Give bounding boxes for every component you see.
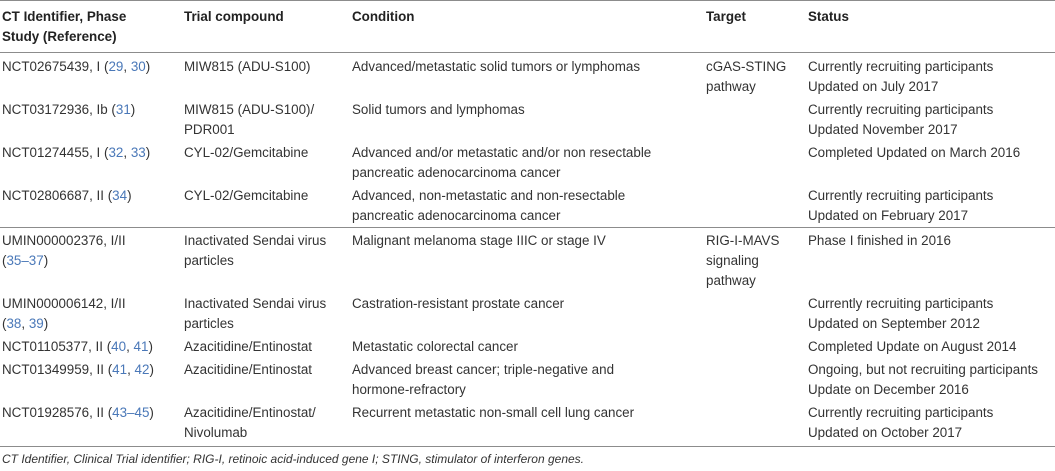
cell-trial-compound xyxy=(184,358,352,401)
cell-status-line: Currently recruiting participants xyxy=(808,102,994,117)
cell-trial-compound xyxy=(184,228,352,293)
cell-condition xyxy=(352,184,706,228)
cell-trial-compound xyxy=(184,98,352,141)
header-ct-identifier xyxy=(0,1,184,53)
reference-link[interactable]: 38 xyxy=(6,316,22,331)
cell-status-line: Completed Updated on March 2016 xyxy=(808,145,1021,160)
header-text: Condition xyxy=(352,9,415,24)
cell-trial-compound-line: particles xyxy=(184,316,234,331)
identifier-text: ) xyxy=(43,316,49,331)
identifier-text: UMIN000006142, I/II xyxy=(2,296,126,311)
cell-condition-line: Metastatic colorectal cancer xyxy=(352,339,518,354)
cell-ct-identifier xyxy=(0,53,184,99)
identifier-text: NCT01105377, II ( xyxy=(2,339,112,354)
identifier-text: NCT01928576, II ( xyxy=(2,405,113,420)
cell-trial-compound xyxy=(184,401,352,447)
cell-condition xyxy=(352,98,706,141)
cell-target-line: signaling xyxy=(706,253,759,268)
cell-condition xyxy=(352,53,706,99)
cell-ct-identifier xyxy=(0,358,184,401)
cell-condition-line: Castration-resistant prostate cancer xyxy=(352,296,565,311)
cell-trial-compound-line: Nivolumab xyxy=(184,425,248,440)
cell-status xyxy=(808,184,1055,228)
cell-ct-identifier xyxy=(0,401,184,447)
identifier-text: , xyxy=(126,339,134,354)
cell-trial-compound xyxy=(184,335,352,358)
identifier-text: ) xyxy=(145,59,151,74)
identifier-line xyxy=(2,337,184,357)
cell-condition-line: pancreatic adenocarcinoma cancer xyxy=(352,165,561,180)
cell-status xyxy=(808,358,1055,401)
identifier-text: ) xyxy=(149,405,154,420)
cell-status-line: Update on December 2016 xyxy=(808,382,969,397)
cell-condition xyxy=(352,335,706,358)
cell-condition-line: pancreatic adenocarcinoma cancer xyxy=(352,208,561,223)
reference-link[interactable]: 41 xyxy=(112,362,128,377)
cell-ct-identifier xyxy=(0,335,184,358)
reference-link[interactable]: 40 xyxy=(111,339,127,354)
cell-condition-line: Advanced, non-metastatic and non-resectable xyxy=(352,188,626,203)
cell-condition-line: Advanced breast cancer; triple-negative and xyxy=(352,362,615,377)
cell-status xyxy=(808,98,1055,141)
cell-condition-line: Recurrent metastatic non-small cell lung cancer xyxy=(352,405,635,420)
identifier-line xyxy=(2,403,184,423)
cell-condition-line: Advanced/metastatic solid tumors or lymphomas xyxy=(352,59,641,74)
identifier-line xyxy=(2,294,184,314)
identifier-text: , xyxy=(21,316,29,331)
identifier-text: ( xyxy=(2,253,7,268)
header-status xyxy=(808,1,1055,53)
cell-condition xyxy=(352,141,706,184)
table-row xyxy=(0,141,1055,184)
cell-status xyxy=(808,292,1055,335)
identifier-line xyxy=(2,251,184,271)
cell-ct-identifier xyxy=(0,292,184,335)
header-text: Trial compound xyxy=(184,9,284,24)
reference-link[interactable]: 33 xyxy=(130,145,146,160)
cell-ct-identifier xyxy=(0,98,184,141)
table-row xyxy=(0,228,1055,293)
cell-ct-identifier xyxy=(0,228,184,293)
cell-ct-identifier xyxy=(0,141,184,184)
cell-target-line: cGAS-STING xyxy=(706,59,787,74)
cell-ct-identifier xyxy=(0,184,184,228)
cell-condition-line: Advanced and/or metastatic and/or non resectable xyxy=(352,145,652,160)
header-text: CT Identifier, Phase xyxy=(2,9,127,24)
cell-status-line: Currently recruiting participants xyxy=(808,188,994,203)
reference-link[interactable]: 31 xyxy=(115,102,131,117)
identifier-line xyxy=(2,186,184,206)
identifier-text: ) xyxy=(145,145,151,160)
cell-status-line: Currently recruiting participants xyxy=(808,296,994,311)
reference-link[interactable]: 30 xyxy=(130,59,146,74)
identifier-text: ( xyxy=(2,316,7,331)
cell-trial-compound-line: Inactivated Sendai virus xyxy=(184,296,327,311)
cell-trial-compound-line: CYL-02/Gemcitabine xyxy=(184,188,309,203)
identifier-text: ) xyxy=(149,362,154,377)
cell-trial-compound xyxy=(184,292,352,335)
cell-target xyxy=(706,335,808,358)
identifier-text: NCT01349959, II ( xyxy=(2,362,113,377)
identifier-text: NCT01274455, I ( xyxy=(2,145,109,160)
reference-link[interactable]: 35–37 xyxy=(6,253,44,268)
table-row xyxy=(0,292,1055,335)
identifier-text: ) xyxy=(130,102,136,117)
cell-trial-compound-line: Azacitidine/Entinostat xyxy=(184,339,313,354)
cell-status-line: Updated on February 2017 xyxy=(808,208,969,223)
cell-condition-line: Malignant melanoma stage IIIC or stage IV xyxy=(352,233,606,248)
cell-target-line: pathway xyxy=(706,273,756,288)
cell-condition xyxy=(352,292,706,335)
reference-link[interactable]: 29 xyxy=(108,59,124,74)
cell-status xyxy=(808,53,1055,99)
table-body xyxy=(0,53,1055,447)
cell-trial-compound-line: CYL-02/Gemcitabine xyxy=(184,145,309,160)
identifier-line xyxy=(2,100,184,120)
identifier-text: NCT02806687, II ( xyxy=(2,188,113,203)
table-row xyxy=(0,335,1055,358)
identifier-line xyxy=(2,231,184,251)
reference-link[interactable]: 43–45 xyxy=(112,405,150,420)
cell-status-line: Currently recruiting participants xyxy=(808,59,994,74)
reference-link[interactable]: 34 xyxy=(112,188,128,203)
header-target xyxy=(706,1,808,53)
table-row xyxy=(0,358,1055,401)
cell-target xyxy=(706,53,808,99)
cell-trial-compound xyxy=(184,53,352,99)
header-row xyxy=(0,1,1055,53)
cell-target xyxy=(706,358,808,401)
header-condition xyxy=(352,1,706,53)
header-text: Study (Reference) xyxy=(2,29,117,44)
table-row xyxy=(0,401,1055,447)
cell-condition xyxy=(352,401,706,447)
identifier-text: NCT02675439, I ( xyxy=(2,59,109,74)
cell-status-line: Phase I finished in 2016 xyxy=(808,233,951,248)
cell-status xyxy=(808,141,1055,184)
cell-status-line: Updated November 2017 xyxy=(808,122,958,137)
table-row xyxy=(0,53,1055,99)
cell-status-line: Currently recruiting participants xyxy=(808,405,994,420)
cell-target xyxy=(706,141,808,184)
identifier-line xyxy=(2,57,184,77)
cell-trial-compound-line: Azacitidine/Entinostat xyxy=(184,362,313,377)
cell-trial-compound-line: MIW815 (ADU-S100) xyxy=(184,59,311,74)
cell-trial-compound-line: particles xyxy=(184,253,234,268)
cell-target xyxy=(706,184,808,228)
identifier-text: , xyxy=(127,362,135,377)
cell-trial-compound-line: Inactivated Sendai virus xyxy=(184,233,327,248)
identifier-text: UMIN000002376, I/II xyxy=(2,233,126,248)
cell-condition xyxy=(352,358,706,401)
cell-target xyxy=(706,292,808,335)
cell-condition-line: Solid tumors and lymphomas xyxy=(352,102,525,117)
identifier-text: , xyxy=(123,59,131,74)
identifier-text: , xyxy=(123,145,131,160)
identifier-line xyxy=(2,314,184,334)
cell-target xyxy=(706,401,808,447)
cell-condition xyxy=(352,228,706,293)
identifier-line xyxy=(2,143,184,163)
cell-trial-compound-line: MIW815 (ADU-S100)/ xyxy=(184,102,315,117)
identifier-text: ) xyxy=(148,339,153,354)
header-text: Target xyxy=(706,9,746,24)
cell-condition-line: hormone-refractory xyxy=(352,382,466,397)
identifier-text: ) xyxy=(127,188,132,203)
identifier-line xyxy=(2,360,184,380)
reference-link[interactable]: 42 xyxy=(134,362,150,377)
cell-trial-compound xyxy=(184,184,352,228)
cell-status-line: Completed Update on August 2014 xyxy=(808,339,1017,354)
cell-trial-compound-line: Azacitidine/Entinostat/ xyxy=(184,405,316,420)
reference-link[interactable]: 32 xyxy=(108,145,124,160)
cell-target-line: pathway xyxy=(706,79,756,94)
cell-target xyxy=(706,98,808,141)
cell-target-line: RIG-I-MAVS xyxy=(706,233,780,248)
cell-status-line: Ongoing, but not recruiting participants xyxy=(808,362,1039,377)
table-row xyxy=(0,98,1055,141)
cell-status xyxy=(808,228,1055,293)
cell-target xyxy=(706,228,808,293)
header-trial-compound xyxy=(184,1,352,53)
cell-status xyxy=(808,335,1055,358)
identifier-text: NCT03172936, Ib ( xyxy=(2,102,116,117)
cell-status-line: Updated on September 2012 xyxy=(808,316,980,331)
cell-status-line: Updated on July 2017 xyxy=(808,79,939,94)
identifier-text: ) xyxy=(43,253,49,268)
header-text: Status xyxy=(808,9,849,24)
table-row xyxy=(0,184,1055,228)
cell-trial-compound-line: PDR001 xyxy=(184,122,235,137)
cell-trial-compound xyxy=(184,141,352,184)
cell-status xyxy=(808,401,1055,447)
reference-link[interactable]: 39 xyxy=(28,316,44,331)
reference-link[interactable]: 41 xyxy=(133,339,149,354)
cell-status-line: Updated on October 2017 xyxy=(808,425,963,440)
table-footnote: CT Identifier, Clinical Trial identifier; RIG-I, retinoic acid-induced gene I; STING, stimulator of interferon genes. xyxy=(2,452,585,466)
